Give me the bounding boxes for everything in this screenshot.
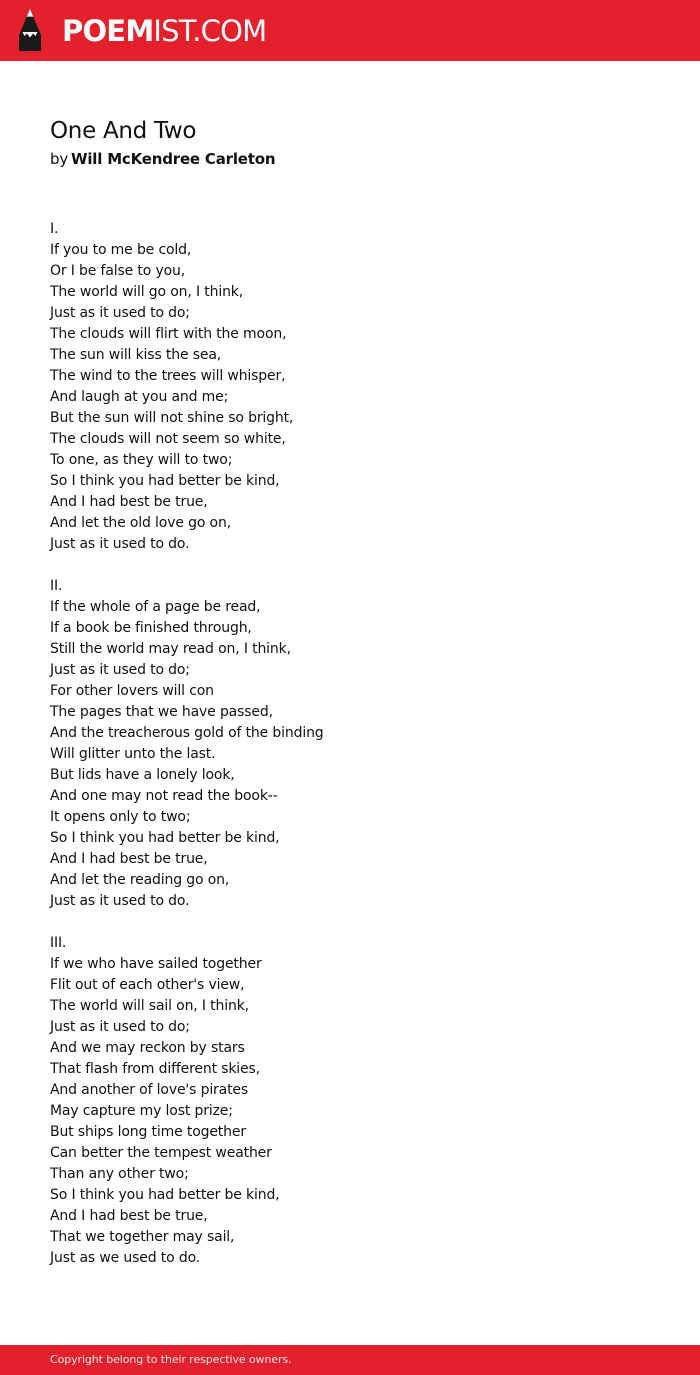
poem-line: That flash from different skies, xyxy=(50,1061,260,1077)
stanza-number: II. xyxy=(50,578,63,594)
poem-line: Than any other two; xyxy=(50,1166,189,1182)
poem-line: Just as it used to do. xyxy=(50,893,190,909)
poem-line: The sun will kiss the sea, xyxy=(50,347,222,363)
poem-title: One And Two xyxy=(50,118,197,144)
logo-bold-text: POEM xyxy=(62,14,154,48)
poem-line: If we who have sailed together xyxy=(50,956,262,972)
poem-line: Just as it used to do; xyxy=(50,662,190,678)
poem-line: Or I be false to you, xyxy=(50,263,186,279)
byline xyxy=(50,149,650,169)
poem-line: But the sun will not shine so bright, xyxy=(50,410,294,426)
poem-line: And laugh at you and me; xyxy=(50,389,229,405)
poem-line: If the whole of a page be read, xyxy=(50,599,261,615)
poem-body xyxy=(50,219,650,1290)
poem-line: For other lovers will con xyxy=(50,683,214,699)
site-logo-text xyxy=(62,14,266,48)
poem-line: So I think you had better be kind, xyxy=(50,473,280,489)
poem-line: The clouds will not seem so white, xyxy=(50,431,286,447)
poem-line: So I think you had better be kind, xyxy=(50,830,280,846)
site-footer xyxy=(0,1345,700,1375)
poem-line: The world will go on, I think, xyxy=(50,284,244,300)
poem-line: Just as we used to do. xyxy=(50,1250,201,1266)
poem-line: Will glitter unto the last. xyxy=(50,746,216,762)
poem-line: Just as it used to do. xyxy=(50,536,190,552)
poem-line: And we may reckon by stars xyxy=(50,1040,245,1056)
poem-line: Just as it used to do; xyxy=(50,305,190,321)
poem-line: But ships long time together xyxy=(50,1124,246,1140)
author-name: Will McKendree Carleton xyxy=(71,150,276,168)
poem-line: And let the reading go on, xyxy=(50,872,230,888)
poem-line: May capture my lost prize; xyxy=(50,1103,233,1119)
site-header xyxy=(0,0,700,61)
poem-line: And the treacherous gold of the binding xyxy=(50,725,324,741)
poem-line: And one may not read the book-- xyxy=(50,788,278,804)
poem-line: The wind to the trees will whisper, xyxy=(50,368,286,384)
stanza-number: I. xyxy=(50,221,59,237)
poem-stanza xyxy=(50,933,650,1269)
poem-line: And I had best be true, xyxy=(50,851,208,867)
copyright-text: Copyright belong to their respective owners. xyxy=(50,1353,292,1366)
poem-line: The world will sail on, I think, xyxy=(50,998,249,1014)
poem-line: Still the world may read on, I think, xyxy=(50,641,291,657)
logo-light-text: IST.COM xyxy=(153,14,267,48)
poem-line: But lids have a lonely look, xyxy=(50,767,235,783)
poem-line: Flit out of each other's view, xyxy=(50,977,245,993)
poem-line: If you to me be cold, xyxy=(50,242,192,258)
by-label: by xyxy=(50,150,68,168)
poem-line: To one, as they will to two; xyxy=(50,452,233,468)
poem-line: So I think you had better be kind, xyxy=(50,1187,280,1203)
poem-stanza xyxy=(50,219,650,555)
pencil-icon xyxy=(18,9,42,51)
poem-line: Just as it used to do; xyxy=(50,1019,190,1035)
poem-line: Can better the tempest weather xyxy=(50,1145,272,1161)
poem-line: The clouds will flirt with the moon, xyxy=(50,326,287,342)
poem-line: It opens only to two; xyxy=(50,809,191,825)
poem-line: The pages that we have passed, xyxy=(50,704,273,720)
poem-line: That we together may sail, xyxy=(50,1229,235,1245)
poem-line: And let the old love go on, xyxy=(50,515,231,531)
stanza-number: III. xyxy=(50,935,67,951)
poem-line: And another of love's pirates xyxy=(50,1082,249,1098)
poem-line: And I had best be true, xyxy=(50,494,208,510)
poem-stanza xyxy=(50,576,650,912)
poem-line: If a book be finished through, xyxy=(50,620,252,636)
poem-line: And I had best be true, xyxy=(50,1208,208,1224)
